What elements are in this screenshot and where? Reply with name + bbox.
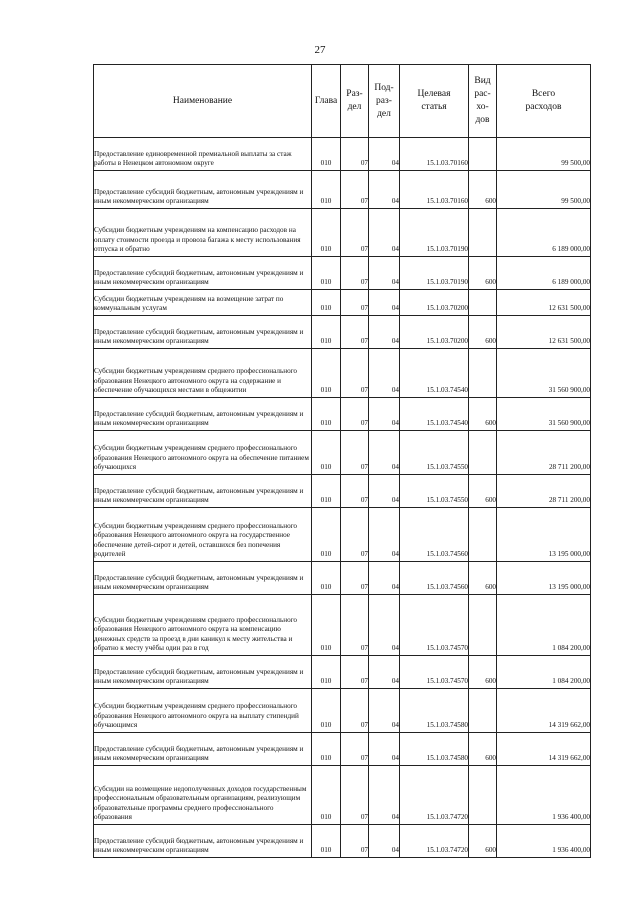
- header-tselevaya-statya: Целевая статья: [400, 65, 469, 138]
- row-glava-cell: 010: [312, 431, 341, 475]
- row-glava-cell: 010: [312, 508, 341, 562]
- table-row: [94, 398, 591, 431]
- row-name-cell: Субсидии бюджетным учреждениям среднего профессионального образования Ненецкого автономного округа на государственное обеспечение детей-сирот и детей, оставшихся без попечения родителей: [94, 508, 312, 562]
- row-tselevaya-cell: 15.1.03.70160: [400, 138, 469, 171]
- row-vid-cell: [469, 595, 497, 656]
- row-tselevaya-cell: 15.1.03.74540: [400, 349, 469, 398]
- table-row: [94, 431, 591, 475]
- row-vsego-cell: 28 711 200,00: [497, 431, 591, 475]
- row-vid-cell: [469, 349, 497, 398]
- row-tselevaya-cell: 15.1.03.70190: [400, 257, 469, 290]
- row-vsego-cell: 1 936 400,00: [497, 766, 591, 825]
- row-name-cell: Предоставление субсидий бюджетным, автономным учреждениям и иным некоммерческим организациям: [94, 475, 312, 508]
- header-podrazdel: Под- раз- дел: [369, 65, 400, 138]
- row-vid-cell: [469, 209, 497, 257]
- header-vid-raskhodov: Вид рас- хо- дов: [469, 65, 497, 138]
- row-podrazdel-cell: 04: [369, 431, 400, 475]
- row-vid-cell: [469, 766, 497, 825]
- row-razdel-cell: 07: [341, 209, 369, 257]
- row-vid-cell: 600: [469, 656, 497, 689]
- table-row: [94, 733, 591, 766]
- row-tselevaya-cell: 15.1.03.74720: [400, 766, 469, 825]
- row-razdel-cell: 07: [341, 171, 369, 209]
- table-row: [94, 595, 591, 656]
- row-name-cell: Предоставление единовременной премиальной выплаты за стаж работы в Ненецком автономном округе: [94, 138, 312, 171]
- row-razdel-cell: 07: [341, 398, 369, 431]
- row-name-cell: Предоставление субсидий бюджетным, автономным учреждениям и иным некоммерческим организациям: [94, 257, 312, 290]
- table-header-row: [94, 65, 591, 138]
- row-razdel-cell: 07: [341, 431, 369, 475]
- row-glava-cell: 010: [312, 398, 341, 431]
- row-vid-cell: 600: [469, 475, 497, 508]
- row-name-cell: Субсидии бюджетным учреждениям на возмещение затрат по коммунальным услугам: [94, 290, 312, 316]
- table-row: [94, 656, 591, 689]
- row-razdel-cell: 07: [341, 733, 369, 766]
- row-vsego-cell: 12 631 500,00: [497, 316, 591, 349]
- row-vsego-cell: 1 936 400,00: [497, 825, 591, 858]
- row-podrazdel-cell: 04: [369, 290, 400, 316]
- row-tselevaya-cell: 15.1.03.70200: [400, 290, 469, 316]
- row-name-cell: Предоставление субсидий бюджетным, автономным учреждениям и иным некоммерческим организациям: [94, 398, 312, 431]
- row-glava-cell: 010: [312, 766, 341, 825]
- row-glava-cell: 010: [312, 290, 341, 316]
- row-name-cell: Предоставление субсидий бюджетным, автономным учреждениям и иным некоммерческим организациям: [94, 733, 312, 766]
- header-vsego-raskhodov: Всего расходов: [497, 65, 591, 138]
- row-vid-cell: 600: [469, 316, 497, 349]
- page-number: 27: [314, 44, 326, 56]
- row-name-cell: Предоставление субсидий бюджетным, автономным учреждениям и иным некоммерческим организациям: [94, 656, 312, 689]
- row-podrazdel-cell: 04: [369, 171, 400, 209]
- row-vid-cell: 600: [469, 733, 497, 766]
- row-podrazdel-cell: 04: [369, 508, 400, 562]
- row-vsego-cell: 12 631 500,00: [497, 290, 591, 316]
- row-name-cell: Субсидии бюджетным учреждениям на компенсацию расходов на оплату стоимости проезда и провоза багажа к месту использования отпуска и обратно: [94, 209, 312, 257]
- row-glava-cell: 010: [312, 209, 341, 257]
- row-tselevaya-cell: 15.1.03.74570: [400, 595, 469, 656]
- row-tselevaya-cell: 15.1.03.74560: [400, 508, 469, 562]
- table-row: [94, 508, 591, 562]
- row-glava-cell: 010: [312, 689, 341, 733]
- table-row: [94, 825, 591, 858]
- row-vsego-cell: 99 500,00: [497, 138, 591, 171]
- row-razdel-cell: 07: [341, 689, 369, 733]
- row-vid-cell: [469, 290, 497, 316]
- row-name-cell: Субсидии на возмещение недополученных доходов государственным профессиональным образовательным организациям, реализующим образовательные программы среднего профессионального образования: [94, 766, 312, 825]
- row-tselevaya-cell: 15.1.03.74550: [400, 475, 469, 508]
- row-tselevaya-cell: 15.1.03.70200: [400, 316, 469, 349]
- row-vid-cell: 600: [469, 562, 497, 595]
- table-row: [94, 562, 591, 595]
- row-tselevaya-cell: 15.1.03.70190: [400, 209, 469, 257]
- row-vsego-cell: 14 319 662,00: [497, 689, 591, 733]
- row-podrazdel-cell: 04: [369, 656, 400, 689]
- row-podrazdel-cell: 04: [369, 209, 400, 257]
- row-tselevaya-cell: 15.1.03.74550: [400, 431, 469, 475]
- row-vid-cell: [469, 508, 497, 562]
- table-row: [94, 475, 591, 508]
- row-tselevaya-cell: 15.1.03.74720: [400, 825, 469, 858]
- row-podrazdel-cell: 04: [369, 825, 400, 858]
- row-vid-cell: 600: [469, 171, 497, 209]
- table-row: [94, 257, 591, 290]
- row-razdel-cell: 07: [341, 290, 369, 316]
- row-podrazdel-cell: 04: [369, 138, 400, 171]
- header-razdel: Раз- дел: [341, 65, 369, 138]
- row-tselevaya-cell: 15.1.03.70160: [400, 171, 469, 209]
- row-vid-cell: [469, 689, 497, 733]
- row-name-cell: Предоставление субсидий бюджетным, автономным учреждениям и иным некоммерческим организациям: [94, 171, 312, 209]
- table-row: [94, 209, 591, 257]
- row-glava-cell: 010: [312, 257, 341, 290]
- row-razdel-cell: 07: [341, 257, 369, 290]
- row-razdel-cell: 07: [341, 475, 369, 508]
- row-vid-cell: [469, 431, 497, 475]
- row-glava-cell: 010: [312, 595, 341, 656]
- row-razdel-cell: 07: [341, 508, 369, 562]
- row-razdel-cell: 07: [341, 562, 369, 595]
- row-vsego-cell: 28 711 200,00: [497, 475, 591, 508]
- row-name-cell: Предоставление субсидий бюджетным, автономным учреждениям и иным некоммерческим организациям: [94, 562, 312, 595]
- row-vsego-cell: 14 319 662,00: [497, 733, 591, 766]
- row-vid-cell: 600: [469, 825, 497, 858]
- row-vsego-cell: 31 560 900,00: [497, 398, 591, 431]
- header-glava: Глава: [312, 65, 341, 138]
- row-vid-cell: 600: [469, 257, 497, 290]
- row-glava-cell: 010: [312, 656, 341, 689]
- row-razdel-cell: 07: [341, 138, 369, 171]
- row-vsego-cell: 13 195 000,00: [497, 508, 591, 562]
- row-podrazdel-cell: 04: [369, 733, 400, 766]
- row-name-cell: Субсидии бюджетным учреждениям среднего профессионального образования Ненецкого автономного округа на выплату стипендий обучающимся: [94, 689, 312, 733]
- row-podrazdel-cell: 04: [369, 766, 400, 825]
- row-glava-cell: 010: [312, 562, 341, 595]
- row-glava-cell: 010: [312, 349, 341, 398]
- row-podrazdel-cell: 04: [369, 562, 400, 595]
- row-tselevaya-cell: 15.1.03.74580: [400, 689, 469, 733]
- row-glava-cell: 010: [312, 138, 341, 171]
- row-vsego-cell: 13 195 000,00: [497, 562, 591, 595]
- row-tselevaya-cell: 15.1.03.74580: [400, 733, 469, 766]
- table-row: [94, 316, 591, 349]
- row-razdel-cell: 07: [341, 349, 369, 398]
- table-row: [94, 171, 591, 209]
- row-name-cell: Субсидии бюджетным учреждениям среднего профессионального образования Ненецкого автономного округа на обеспечение питанием обучающихся: [94, 431, 312, 475]
- row-podrazdel-cell: 04: [369, 689, 400, 733]
- table-row: [94, 349, 591, 398]
- row-name-cell: Предоставление субсидий бюджетным, автономным учреждениям и иным некоммерческим организациям: [94, 825, 312, 858]
- row-name-cell: Субсидии бюджетным учреждениям среднего профессионального образования Ненецкого автономного округа на компенсацию денежных средств за проезд в дни каникул к месту жительства и обратно к месту учёбы один раз в год: [94, 595, 312, 656]
- row-vsego-cell: 6 189 000,00: [497, 209, 591, 257]
- row-podrazdel-cell: 04: [369, 475, 400, 508]
- row-podrazdel-cell: 04: [369, 257, 400, 290]
- row-vsego-cell: 31 560 900,00: [497, 349, 591, 398]
- row-vid-cell: [469, 138, 497, 171]
- row-tselevaya-cell: 15.1.03.74540: [400, 398, 469, 431]
- row-podrazdel-cell: 04: [369, 398, 400, 431]
- row-vid-cell: 600: [469, 398, 497, 431]
- row-podrazdel-cell: 04: [369, 595, 400, 656]
- row-glava-cell: 010: [312, 733, 341, 766]
- row-glava-cell: 010: [312, 316, 341, 349]
- row-vsego-cell: 6 189 000,00: [497, 257, 591, 290]
- row-razdel-cell: 07: [341, 595, 369, 656]
- header-name: Наименование: [94, 65, 312, 138]
- table-row: [94, 290, 591, 316]
- row-razdel-cell: 07: [341, 316, 369, 349]
- row-vsego-cell: 1 084 200,00: [497, 656, 591, 689]
- table-row: [94, 138, 591, 171]
- row-razdel-cell: 07: [341, 656, 369, 689]
- row-razdel-cell: 07: [341, 825, 369, 858]
- row-tselevaya-cell: 15.1.03.74560: [400, 562, 469, 595]
- table-row: [94, 766, 591, 825]
- budget-table: [93, 64, 591, 858]
- row-name-cell: Предоставление субсидий бюджетным, автономным учреждениям и иным некоммерческим организациям: [94, 316, 312, 349]
- row-tselevaya-cell: 15.1.03.74570: [400, 656, 469, 689]
- row-vsego-cell: 99 500,00: [497, 171, 591, 209]
- row-razdel-cell: 07: [341, 766, 369, 825]
- row-glava-cell: 010: [312, 171, 341, 209]
- row-podrazdel-cell: 04: [369, 349, 400, 398]
- row-vsego-cell: 1 084 200,00: [497, 595, 591, 656]
- row-podrazdel-cell: 04: [369, 316, 400, 349]
- table-row: [94, 689, 591, 733]
- row-glava-cell: 010: [312, 825, 341, 858]
- row-glava-cell: 010: [312, 475, 341, 508]
- row-name-cell: Субсидии бюджетным учреждениям среднего профессионального образования Ненецкого автономного округа на содержание и обеспечение обучающихся местами в общежитии: [94, 349, 312, 398]
